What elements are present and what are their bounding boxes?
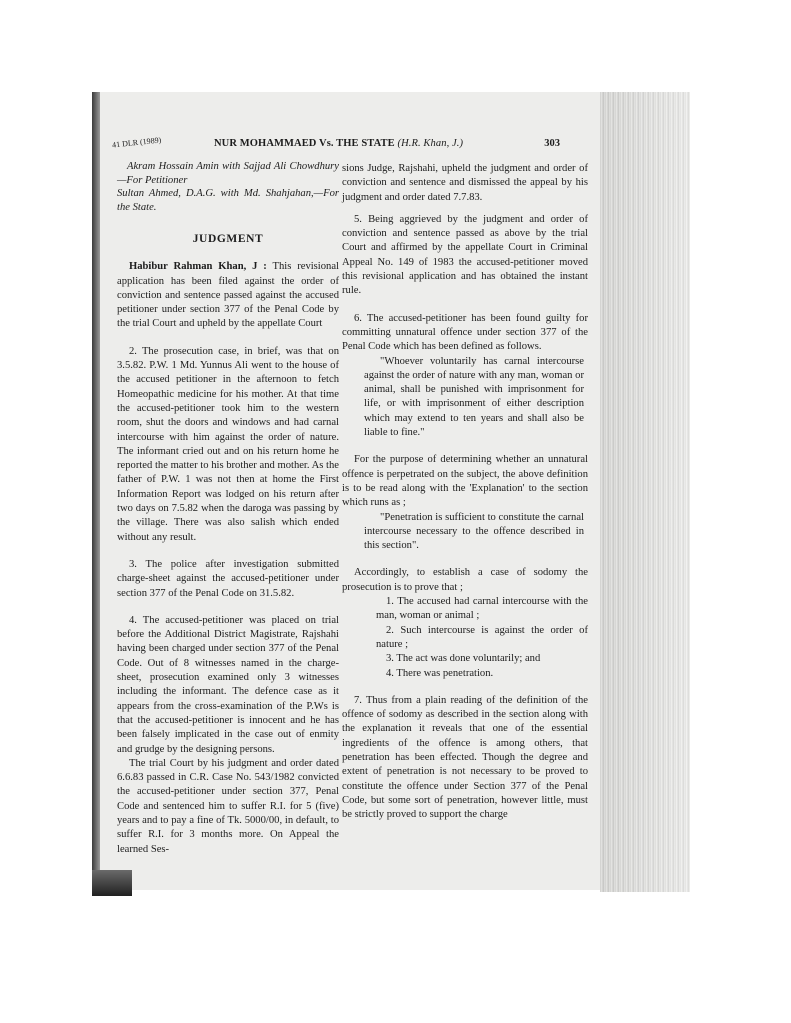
- paragraph-6b: For the purpose of determining whether an unnatural offence is perpetrated on the subject, the above definition is to be read along with the 'Explanation' to the section which runs as ;: [342, 454, 588, 509]
- paragraph-3: 3. The police after investigation submitted charge-sheet against the accused-petitioner under section 377 of the Penal Code on 31.5.82.: [117, 558, 339, 599]
- running-header: [111, 135, 602, 152]
- paragraph-6c: Accordingly, to establish a case of sodomy the prosecution is to prove that ;: [342, 567, 588, 593]
- citation: 41 DLR (1989): [111, 135, 162, 150]
- judgment-heading: JUDGMENT: [192, 233, 264, 245]
- paragraph-2: 2. The prosecution case, in brief, was that on 3.5.82. P.W. 1 Md. Yunnus Ali went to the house of the accused petitioner in the afternoon to fetch Homeopathic medicine for his mother. At that time the accused-petitioner took him to the western room, shut the doors and windows and had carnal intercourse with him against the order of nature. The informant cried out and on his return home he reported the matter to his brother and mother. As the father of P.W. 1 was not then at home the First Information Report was lodged on his return after two days on 7.5.82 when the daroga was passing by the village. There was also salish which ended without any result.: [117, 345, 339, 543]
- left-column: [117, 160, 339, 857]
- case-title: NUR MOHAMMAED Vs. THE STATE (H.R. Khan, J.): [214, 138, 464, 149]
- page-edges: [600, 92, 690, 892]
- statute-quote: "Whoever voluntarily has carnal intercourse against the order of nature with any man, woman or animal, shall be punished with imprisonment for life, or with imprisonment of either description which may extend to ten years and shall also be liable to fine.": [364, 355, 584, 439]
- list-item: 4. There was penetration.: [386, 667, 494, 679]
- counsel-block: [117, 160, 339, 214]
- continuation: sions Judge, Rajshahi, upheld the judgment and order of conviction and sentence and dismissed the appeal by his judgment and order dated 7.7.83.: [342, 163, 588, 203]
- opening-paragraph: Habibur Rahman Khan, J : This revisional application has been filed against the order of conviction and sentence passed against the accused petitioner under section 377 of the Penal Code by the trial Court and upheld by the appellate Court: [117, 261, 339, 330]
- counsel-petitioner: Akram Hossain Amin with Sajjad Ali Chowdhury—For Petitioner: [117, 161, 339, 186]
- paragraph-7: 7. Thus from a plain reading of the definition of the offence of sodomy as described in the section along with the explanation it reveals that one of the essential ingredients of the offence is among others, that penetration has been effected. Though the degree and extent of penetration is not necessary to be proved to constitute the offence under Section 377 of the Penal Code, but some sort of penetration, however little, must be strictly proved to support the charge: [342, 694, 588, 821]
- right-column: [342, 162, 588, 822]
- page-number: 303: [544, 138, 560, 149]
- judge-ref: (H.R. Khan, J.): [397, 138, 464, 149]
- paragraph-6: 6. The accused-petitioner has been found guilty for committing unnatural offence under section 377 of the Penal Code which has been defined as follows.: [342, 312, 588, 353]
- list-item: 3. The act was done voluntarily; and: [386, 653, 541, 665]
- list-item: 2. Such intercourse is against the order of nature ;: [376, 624, 588, 650]
- list-item: 1. The accused had carnal intercourse with the man, woman or animal ;: [376, 596, 588, 622]
- counsel-state: Sultan Ahmed, D.A.G. with Md. Shahjahan,—For the State.: [117, 188, 339, 213]
- paragraph-4b: The trial Court by his judgment and order dated 6.6.83 passed in C.R. Case No. 543/1982 convicted the accused-petitioner under section 377, Penal Code and sentenced him to suffer R.I. for 5 (five) years and to pay a fine of Tk. 5000/00, in default, to suffer R.I. for 3 months more. On Appeal the learned Ses-: [117, 757, 339, 855]
- book-spine-shadow: [92, 92, 100, 892]
- ingredient-list: [342, 595, 588, 681]
- paragraph-4: 4. The accused-petitioner was placed on trial before the Additional District Magistrate, Rajshahi having been charged under section 377 of the Penal Code. Out of 8 witnesses named in the charge-sheet, prosecution examined only 3 witnesses including the informant. The defence case as it appears from the cross-examination of the P.Ws is that the accused-petitioner is innocent and he has been falsely implicated in the case out of enmity and grudge by the designing persons.: [117, 614, 339, 755]
- book-corner-shadow: [92, 870, 132, 896]
- explanation-quote: "Penetration is sufficient to constitute the carnal intercourse necessary to the offence described in this section".: [364, 511, 584, 552]
- paragraph-5: 5. Being aggrieved by the judgment and order of conviction and sentence passed as above by the trial Court and affirmed by the appellate Court in Criminal Appeal No. 149 of 1983 the accused-petitioner moved this revisional application and has obtained the instant rule.: [342, 213, 588, 297]
